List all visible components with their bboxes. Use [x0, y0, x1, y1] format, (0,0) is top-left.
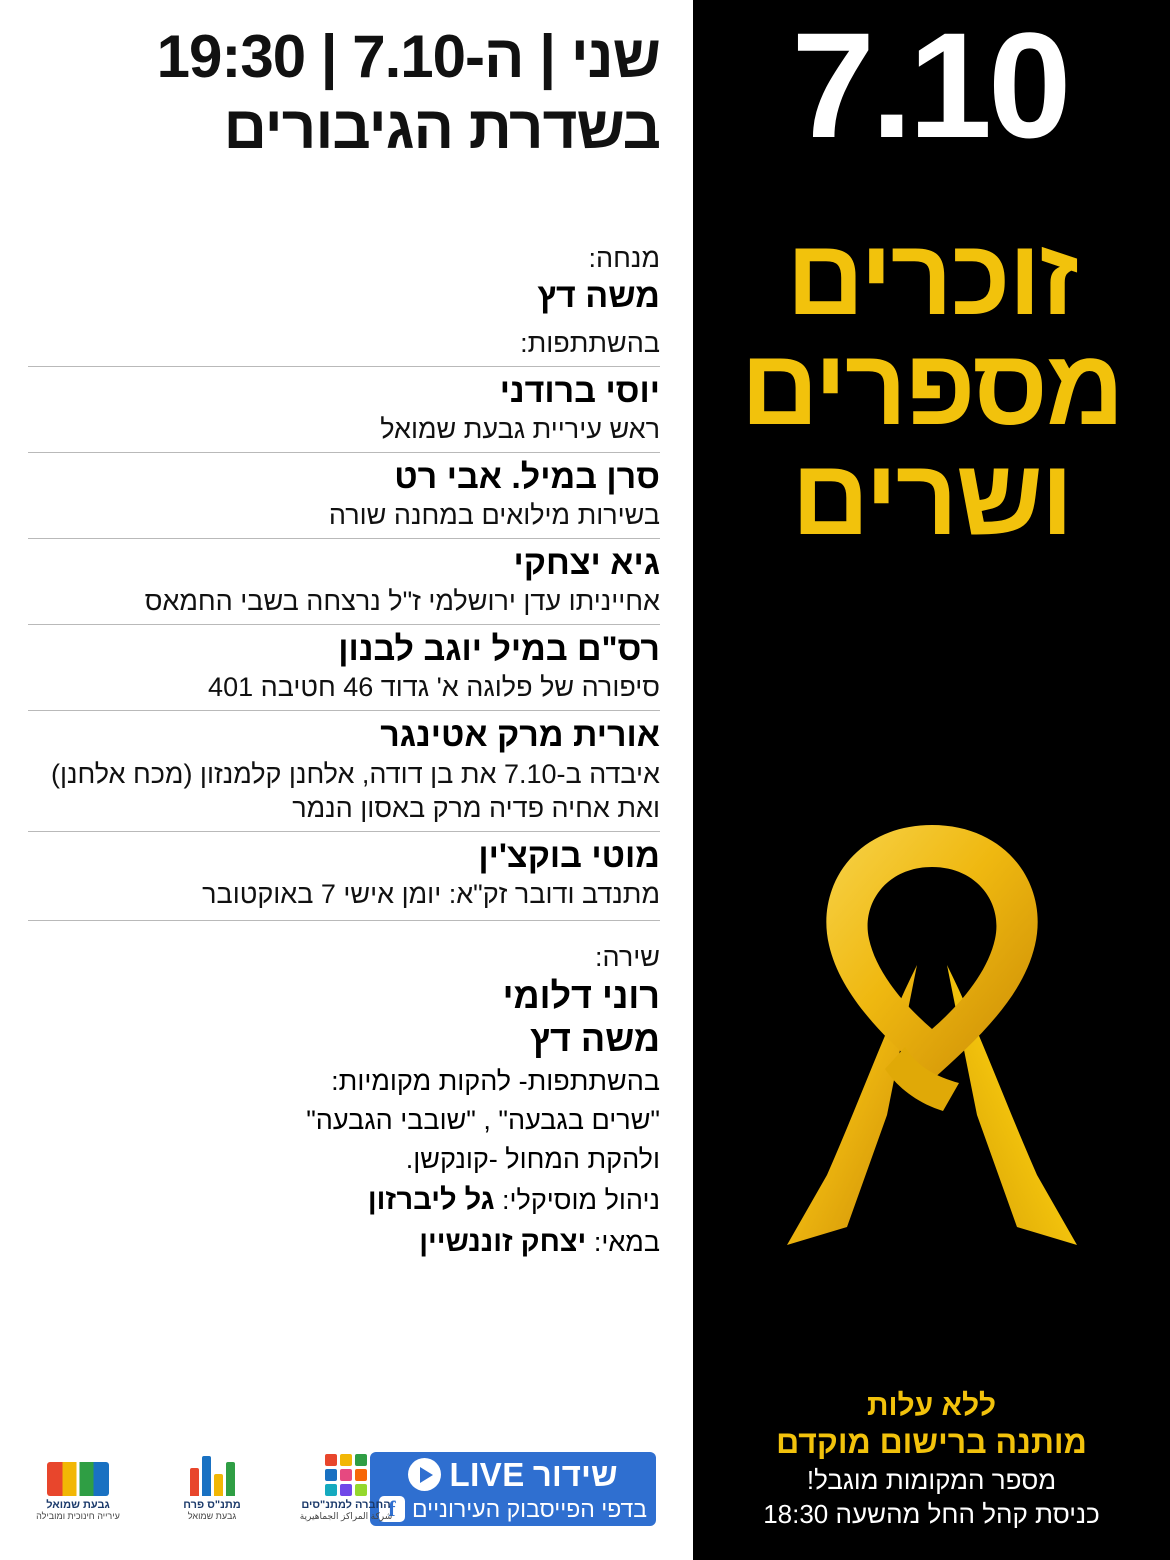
singer-name: רוני דלומי [502, 975, 660, 1017]
director-name: יצחק זוננשיין [419, 1225, 587, 1258]
community-centers-association-logo [292, 1450, 400, 1522]
givat-shmuel-municipality-logo [24, 1450, 132, 1522]
director-credit [28, 1223, 660, 1262]
participant-desc: סיפורה של פלוגה א' גדוד 46 חטיבה 401 [208, 672, 660, 703]
event-date-large: 7.10 [791, 1, 1068, 169]
participant-desc: בשירות מילואים במחנה שורה [328, 500, 660, 531]
event-datetime: שני | ה-7.10 | 19:30 [156, 23, 660, 90]
logo-caption: החברה למתנ"סים [301, 1499, 391, 1511]
singer-name: משה דץ [530, 1017, 660, 1059]
participant-entry [28, 538, 660, 619]
registration-note [709, 1389, 1154, 1532]
participant-name: רס"ם במיל יוגב לבנון [338, 630, 660, 669]
host-label: מנחה: [588, 243, 660, 273]
headline-block [711, 216, 1152, 558]
participants-label: בהשתתפות: [520, 328, 660, 359]
live-row [408, 1456, 617, 1494]
bands-line-1: בהשתתפות- להקות מקומיות: [331, 1066, 660, 1097]
facebook-icon: f [379, 1496, 405, 1522]
participant-name: אורית מרק אטינגר [380, 716, 660, 755]
participant-entry [28, 366, 660, 447]
footer [24, 1444, 656, 1540]
participant-entry [28, 831, 660, 921]
free-entry-line1: ללא עלות [866, 1389, 997, 1423]
participant-entry [28, 624, 660, 705]
bands-line-2: "שרים בגבעה" , "שובבי הגבעה" [306, 1105, 660, 1136]
event-when-block [24, 22, 660, 164]
music-direction-credit [28, 1181, 660, 1220]
music-direction-name: גל ליברזון [367, 1183, 495, 1216]
event-location: בשדרת הגיבורים [223, 93, 660, 161]
director-label: במאי: [593, 1226, 660, 1257]
participant-entry [28, 710, 660, 826]
ribbon-container [693, 800, 1170, 1270]
music-direction-label: ניהול מוסיקלי: [502, 1184, 660, 1215]
headline-line-1: זוכרים [786, 216, 1077, 337]
program-list [28, 242, 660, 1262]
participant-name: יוסי ברודני [499, 371, 660, 410]
participant-entry [28, 452, 660, 533]
bands-line-3: ולהקת המחול -קונקשן. [405, 1144, 660, 1175]
free-entry-line2: מותנה ברישום מוקדם [776, 1423, 1087, 1460]
doors-open-note: כניסת קהל החל מהשעה 18:30 [763, 1499, 1100, 1530]
logo-strip [24, 1450, 400, 1522]
logo-subcaption: עירייה חינוכית ומובילה [36, 1510, 120, 1521]
participant-desc: אחייניתו עדן ירושלמי ז"ל נרצחה בשבי החמאס [144, 586, 660, 617]
facebook-row [379, 1496, 647, 1523]
book-icon [47, 1450, 109, 1496]
host-name: משה דץ [537, 276, 660, 315]
matnas-perach-logo [158, 1450, 266, 1522]
participant-name: מוטי בוקצ'ין [478, 836, 660, 875]
yellow-ribbon-icon [767, 815, 1097, 1255]
right-black-panel [693, 0, 1170, 1560]
headline-line-2: מספרים [740, 326, 1123, 448]
singing-label: שירה: [595, 941, 660, 972]
logo-subcaption: شركة المراكز الجماهيرية [299, 1510, 393, 1521]
singing-section [28, 941, 660, 1262]
logo-caption: גבעת שמואל [46, 1499, 110, 1511]
participant-desc: ראש עיריית גבעת שמואל [380, 414, 660, 445]
live-text: LIVE [449, 1455, 525, 1493]
participant-desc: מתנדב ודובר זק"א: יומן אישי 7 באוקטובר [202, 879, 660, 910]
live-broadcast-badge[interactable] [370, 1452, 656, 1526]
limited-seats-note: מספר המקומות מוגבל! [806, 1465, 1057, 1496]
buildings-icon [190, 1450, 235, 1496]
participant-name: גיא יצחקי [513, 544, 660, 582]
logo-subcaption: גבעת שמואל [187, 1510, 237, 1521]
play-icon [408, 1458, 441, 1491]
mosaic-icon [325, 1450, 367, 1496]
live-shidur-text: שידור [532, 1455, 618, 1493]
participant-desc: איבדה ב-7.10 את בן דודה, אלחנן קלמנזון (מכח אלחנן) ואת אחיה פדיה מרק באסון הנמר [50, 758, 660, 824]
participant-name: סרן במיל. אבי רט [394, 457, 660, 496]
facebook-text: בדפי הפייסבוק העירוניים [411, 1495, 648, 1522]
headline-line-3: ושרים [791, 436, 1072, 558]
logo-caption: מתנ"ס פרח [183, 1499, 241, 1511]
